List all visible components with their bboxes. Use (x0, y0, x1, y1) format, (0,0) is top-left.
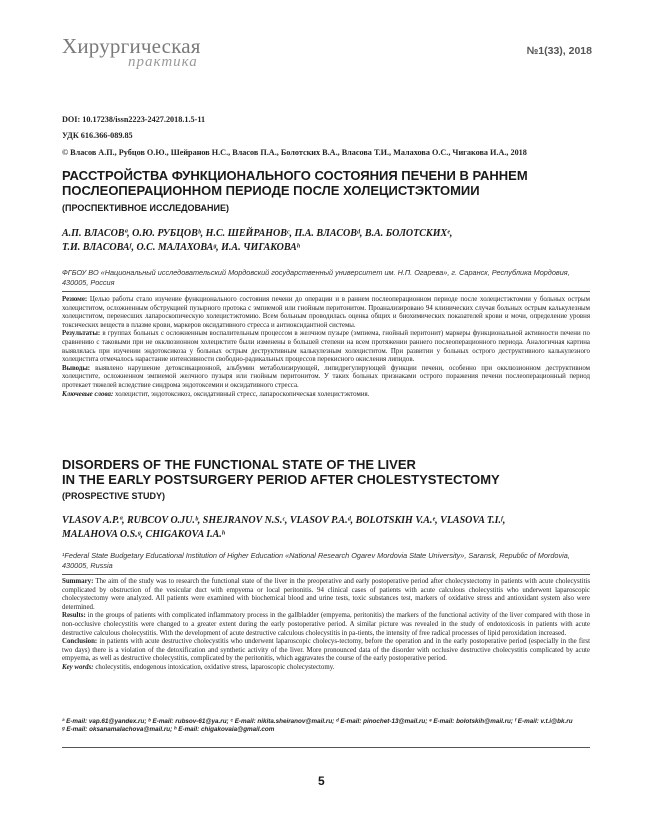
ru-results (62, 330, 590, 364)
en-affiliation: ¹Federal State Budgetary Educational Institution of Higher Education «National Research Ogarev Mordovia State University», Saransk, Republic of Mordovia, 430005, Russia (62, 551, 570, 570)
doi: DOI: 10.17238/issn2223-2427.2018.1.5-11 (62, 115, 206, 124)
en-conclusion-label: Conclusion: (62, 638, 98, 646)
ru-keywords-text: холецистит, эндотоксикоз, оксидативный стресс, лапароскопическая холецистэктомия. (115, 390, 370, 398)
divider (62, 291, 590, 292)
divider (62, 747, 590, 748)
ru-title-line1: РАССТРОЙСТВА ФУНКЦИОНАЛЬНОГО СОСТОЯНИЯ ПЕЧЕНИ В РАННЕМ (62, 168, 528, 183)
ru-conclusions (62, 365, 590, 391)
emails-line2: ᵍ E-mail: oksanamalachova@mail.ru; ʰ E-mail: chigakovaia@gmail.com (62, 726, 275, 734)
en-authors-line1: VLASOV A.P.ª, RUBCOV O.JU.ᵇ, SHEJRANOV N.S.ᶜ, VLASOV P.A.ᵈ, BOLOTSKIH V.A.ᵉ, VLASOVA T.I.ᶠ, (62, 515, 506, 526)
page-number: 5 (318, 774, 325, 788)
en-authors-line2: MALAHOVA O.S.ᵍ, CHIGAKOVA I.A.ʰ (62, 528, 225, 540)
ru-abstract (62, 296, 590, 399)
en-keywords (62, 664, 590, 673)
ru-conclusions-label: Выводы: (62, 364, 91, 372)
journal-logo-title: Хирургическая (62, 34, 201, 58)
en-abstract (62, 578, 590, 673)
ru-summary-label: Резюме: (62, 296, 88, 303)
ru-subtitle: (ПРОСПЕКТИВНОЕ ИССЛЕДОВАНИЕ) (62, 203, 230, 213)
ru-authors-line1: А.П. ВЛАСОВª, О.Ю. РУБЦОВᵇ, Н.С. ШЕЙРАНОВᶜ, П.А. ВЛАСОВᵈ, В.А. БОЛОТСКИХᵉ, (62, 228, 453, 239)
divider (62, 574, 590, 575)
en-keywords-text: cholecystitis, endogenous intoxication, oxidative stress, laparoscopic cholecystectomy. (95, 663, 335, 671)
udc: УДК 616.366-089.85 (62, 131, 133, 140)
journal-logo-subtitle: практика (128, 54, 198, 70)
emails-line1: ª E-mail: vap.61@yandex.ru; ᵇ E-mail: rubsov-61@ya.ru; ᶜ E-mail: nikita.sheiranov@mail.ru; ᵈ E-mail: pinochet-13@mail.ru; ᵉ E-mail: bolotskih@mail.ru; ᶠ E-mail: v.t.i@bk.ru (62, 718, 573, 725)
ru-conclusions-text: выявлено нарушение детоксикационной, альбумин метаболизирующей, липидрегулирующей функции печени, особенно при окклюзионном деструктивном холецистите, осложненном эмпиемой желчного пузыря или гнойным перитонитом. У таких больных признаками острого поражения печени послеоперационный период протекает тяжелей вследствие синдрома эндотоксемии и оксидативного стресса. (62, 364, 590, 389)
en-subtitle: (PROSPECTIVE STUDY) (62, 491, 166, 501)
en-title-line2: IN THE EARLY POSTSURGERY PERIOD AFTER CHOLESTYSTECTOMY (62, 472, 500, 487)
author-emails (62, 718, 590, 734)
en-keywords-label: Key words: (62, 663, 94, 671)
ru-affiliation: ФГБОУ ВО «Национальный исследовательский Мордовский государственный университет им. Н.П. Огарева», г. Саранск, Республика Мордовия, 430005, Россия (62, 268, 570, 287)
ru-keywords (62, 391, 590, 400)
ru-title (62, 168, 592, 198)
en-summary (62, 578, 590, 612)
en-conclusion (62, 638, 590, 664)
issue-number: №1(33), 2018 (526, 45, 592, 57)
ru-summary-text: Целью работы стало изучение функционального состояния печени до операции и в раннем послеоперационном периоде после холецистэктомии у больных острым холециститом, осложненным обструкцией пузырного протока с эмпиемой или гнойным перитонитом. Проанализировано 94 клинических случая больных острым калькулезным холециститом, перенесших лапароскопическую холецистэктомию. Всем больным проводилась оценка общих и биохимических показателей крови и мочи, определение уровня токсических веществ в плазме крови, маркеров оксидативного стресса и антиоксидантной системы. (62, 296, 590, 329)
ru-summary (62, 296, 590, 330)
en-results (62, 612, 590, 638)
en-authors (62, 514, 592, 541)
en-summary-label: Summary: (62, 578, 94, 585)
ru-authors (62, 227, 592, 254)
ru-results-label: Результаты: (62, 330, 101, 338)
ru-results-text: в группах больных с осложненным воспалительным процессом в желчном пузыре (эмпиема, гнойный перитонит) маркеры функциональной активности печени по сравнению с таковыми при не окклюзионном холецистите были изменены в большей степени на всем протяжении раннего послеоперационного периода. Аналогичная картина выявлялась при изучении эндотоксикоза у больных острым деструктивным калькулезным холециститом. При развитии у больных острого деструктивного калькулезного холецистита отмечалось нарастание интенсивности свободно-радикальных процессов перекисного окисления липидов. (62, 330, 590, 364)
en-summary-text: The aim of the study was to research the functional state of the liver in the preoperative and early postoperative period after cholecystectomy in patients with acute cholecystitis complicated by obstruction of the vesicular duct with empyema or local peritonitis. 94 clinical cases of patients with acute calculous cholecystitis who underwent laparoscopic cholecystectomy were analyzed. All patients were examined with biochemical blood and urine tests, toxic substances test, markers of oxidative stress and antioxidant system also were determined. (62, 578, 590, 611)
en-results-text: in the groups of patients with complicated inflammatory process in the gallbladder (empyema, peritonitis) the markers of the functional activity of the liver compared with those in non-occlusive cholecystitis were changed to a greater extent during the early postoperative period. A similar picture was revealed in the study of endotoxicosis in patients with acute destructive calculous cholecystitis. With the development of acute destructive calculous cholecystitis in pa-tients, the intensity of free radical processes of lipid peroxidation increased. (62, 612, 590, 637)
en-results-label: Results: (62, 612, 86, 620)
ru-keywords-label: Ключевые слова: (62, 390, 114, 398)
ru-authors-line2: Т.И. ВЛАСОВАᶠ, О.С. МАЛАХОВАᵍ, И.А. ЧИГАКОВАʰ (62, 241, 300, 253)
en-title-line1: DISORDERS OF THE FUNCTIONAL STATE OF THE LIVER (62, 457, 416, 472)
en-title (62, 457, 592, 487)
en-conclusion-text: in patients with acute destructive cholecystitis who underwent laparoscopic cholecys-tectomy, before the operation and in the early postoperative period (especially in the first two days) there is a violation of the detoxification and synthetic activity of the liver. More pronounced data of the disorder with occlusive destructive cholecystitis complicated by acute empyema, as well as destructive cholecystitis, complicated by the peritonitis, which aggravates the course of the early postoperative period. (62, 638, 590, 663)
ru-title-line2: ПОСЛЕОПЕРАЦИОННОМ ПЕРИОДЕ ПОСЛЕ ХОЛЕЦИСТЭКТОМИИ (62, 183, 480, 198)
copyright: © Власов А.П., Рубцов О.Ю., Шейранов Н.С., Власов П.А., Болотских В.А., Власова Т.И., Малахова О.С., Чигакова И.А., 2018 (62, 148, 527, 157)
